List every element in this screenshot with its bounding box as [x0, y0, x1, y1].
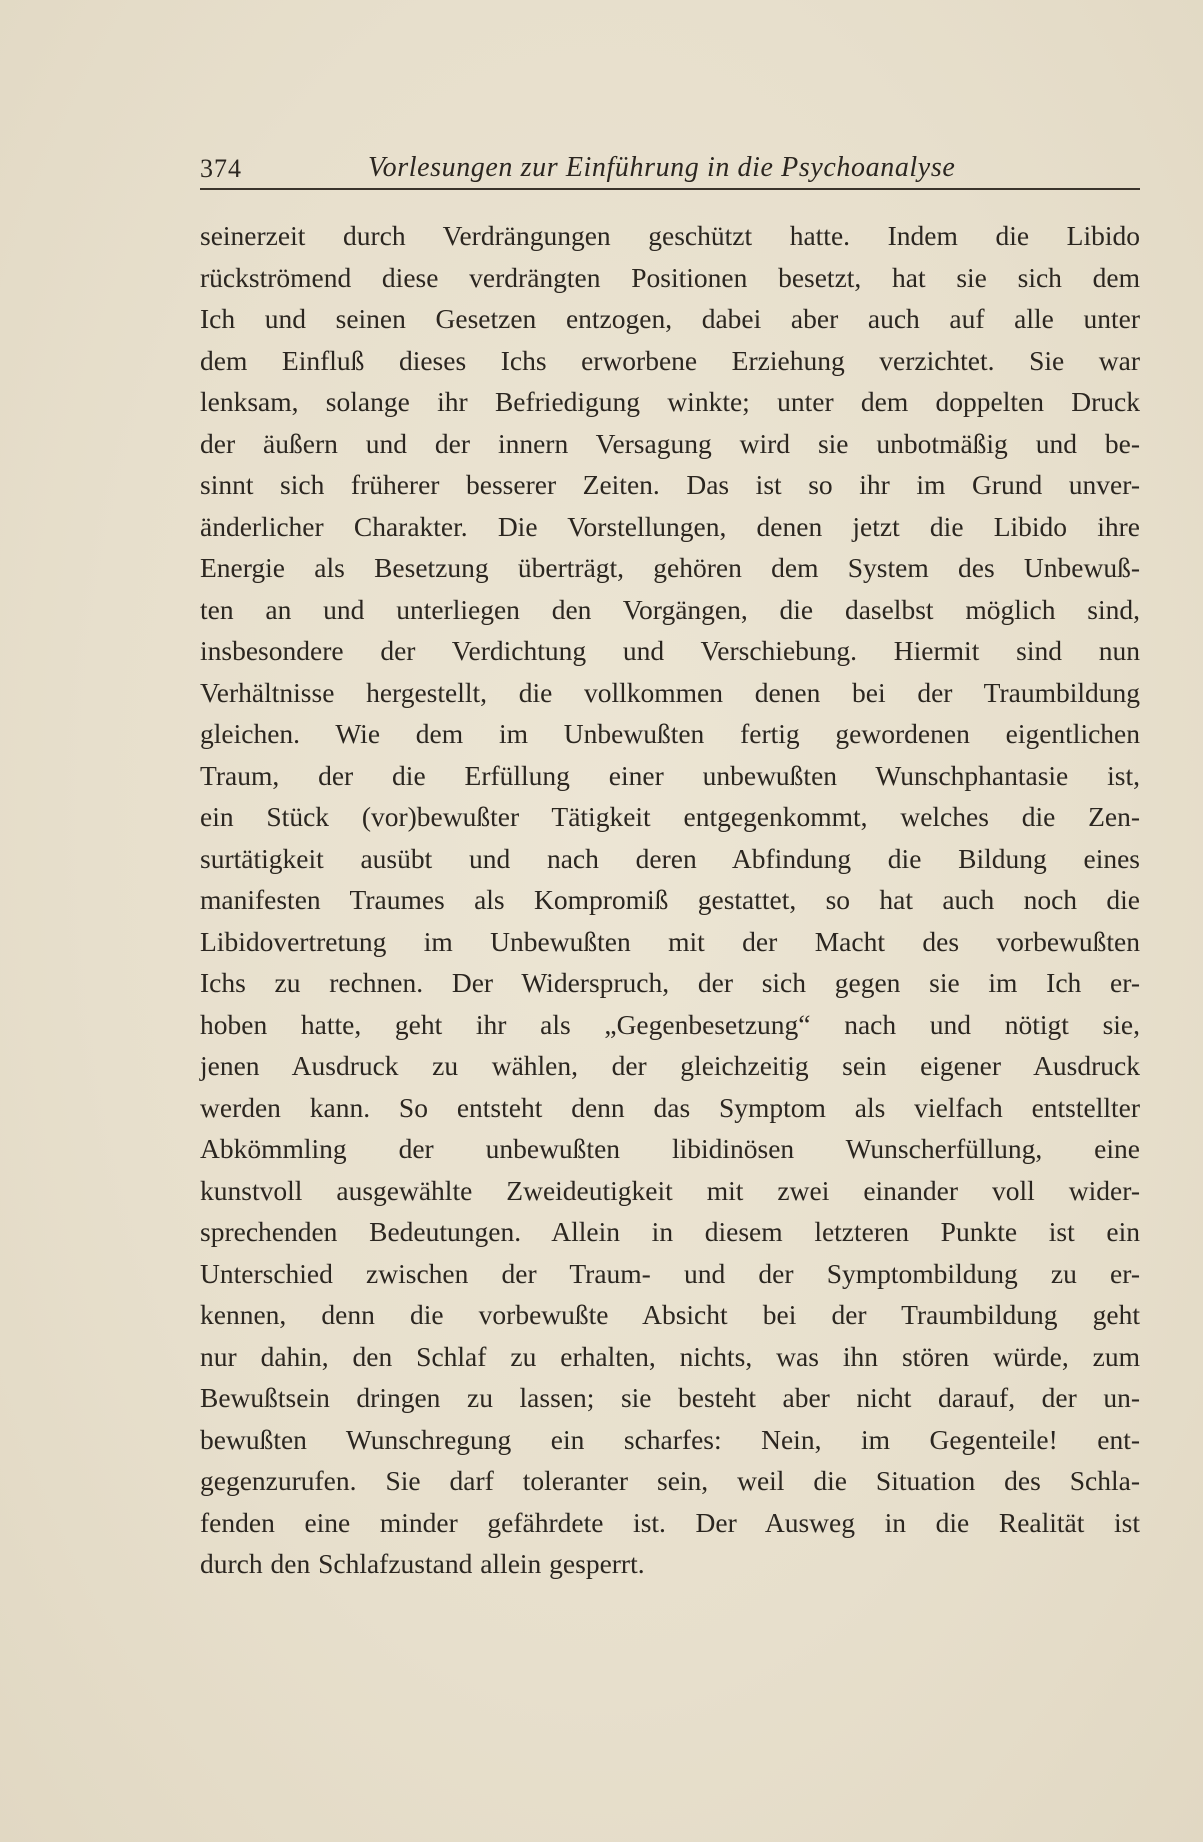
text-line: änderlicher Charakter. Die Vorstellungen, denen jetzt die Libido ihre: [200, 510, 1140, 542]
text-line: gleichen. Wie dem im Unbewußten fertig gewordenen eigentlichen: [200, 718, 1140, 749]
page-number: 374: [200, 154, 242, 183]
text-line: sinnt sich früherer besserer Zeiten. Das ist so ihr im Grund unver-: [200, 469, 1140, 500]
text-line: insbesondere der Verdichtung und Verschiebung. Hiermit sind nun: [200, 635, 1140, 666]
text-line: der äußern und der innern Versagung wird sie unbotmäßig und be-: [200, 427, 1140, 459]
text-line: rückströmend diese verdrängten Positionen besetzt, hat sie sich dem: [200, 261, 1140, 293]
text-line: Libidovertretung im Unbewußten mit der Macht des vorbewußten: [200, 925, 1140, 957]
text-line: kunstvoll ausgewählte Zweideutigkeit mit zwei einander voll wider-: [200, 1174, 1140, 1206]
page-header: [200, 148, 1140, 188]
text-line: Bewußtsein dringen zu lassen; sie besteht aber nicht darauf, der un-: [200, 1382, 1140, 1413]
text-line: gegenzurufen. Sie darf toleranter sein, weil die Situation des Schla-: [200, 1465, 1140, 1496]
text-line: seinerzeit durch Verdrängungen geschützt hatte. Indem die Libido: [200, 220, 1140, 251]
text-line: manifesten Traumes als Kompromiß gestattet, so hat auch noch die: [200, 884, 1140, 915]
text-line: Verhältnisse hergestellt, die vollkommen denen bei der Traumbildung: [200, 676, 1140, 708]
text-line: werden kann. So entsteht denn das Symptom als vielfach entstellter: [200, 1091, 1140, 1123]
text-line: Energie als Besetzung überträgt, gehören dem System des Unbewuß-: [200, 552, 1140, 583]
text-line: lenksam, solange ihr Befriedigung winkte; unter dem doppelten Druck: [200, 386, 1140, 417]
text-line: dem Einfluß dieses Ichs erworbene Erziehung verzichtet. Sie war: [200, 344, 1140, 376]
text-line: Ichs zu rechnen. Der Widerspruch, der sich gegen sie im Ich er-: [200, 967, 1140, 998]
header-rule: [200, 188, 1140, 190]
text-line: surtätigkeit ausübt und nach deren Abfindung die Bildung eines: [200, 842, 1140, 874]
running-title: Vorlesungen zur Einführung in die Psychoanalyse: [368, 152, 956, 183]
text-line: ein Stück (vor)bewußter Tätigkeit entgegenkommt, welches die Zen-: [200, 801, 1140, 832]
text-line: Traum, der die Erfüllung einer unbewußten Wunschphantasie ist,: [200, 759, 1140, 791]
text-line: Abkömmling der unbewußten libidinösen Wunscherfüllung, eine: [200, 1133, 1140, 1164]
text-line: sprechenden Bedeutungen. Allein in diesem letzteren Punkte ist ein: [200, 1216, 1140, 1247]
text-line: jenen Ausdruck zu wählen, der gleichzeitig sein eigener Ausdruck: [200, 1050, 1140, 1081]
text-line: ten an und unterliegen den Vorgängen, die daselbst möglich sind,: [200, 593, 1140, 625]
text-line: bewußten Wunschregung ein scharfes: Nein, im Gegenteile! ent-: [200, 1423, 1140, 1455]
text-line: hoben hatte, geht ihr als „Gegenbesetzung“ nach und nötigt sie,: [200, 1008, 1140, 1040]
text-line: durch den Schlafzustand allein gesperrt.: [200, 1548, 645, 1579]
text-line: Ich und seinen Gesetzen entzogen, dabei aber auch auf alle unter: [200, 303, 1140, 334]
text-line: kennen, denn die vorbewußte Absicht bei der Traumbildung geht: [200, 1299, 1140, 1330]
text-line: nur dahin, den Schlaf zu erhalten, nichts, was ihn stören würde, zum: [200, 1340, 1140, 1372]
text-line: fenden eine minder gefährdete ist. Der Ausweg in die Realität ist: [200, 1506, 1140, 1538]
body-text: [200, 215, 1140, 1585]
text-line: Unterschied zwischen der Traum- und der Symptombildung zu er-: [200, 1257, 1140, 1289]
